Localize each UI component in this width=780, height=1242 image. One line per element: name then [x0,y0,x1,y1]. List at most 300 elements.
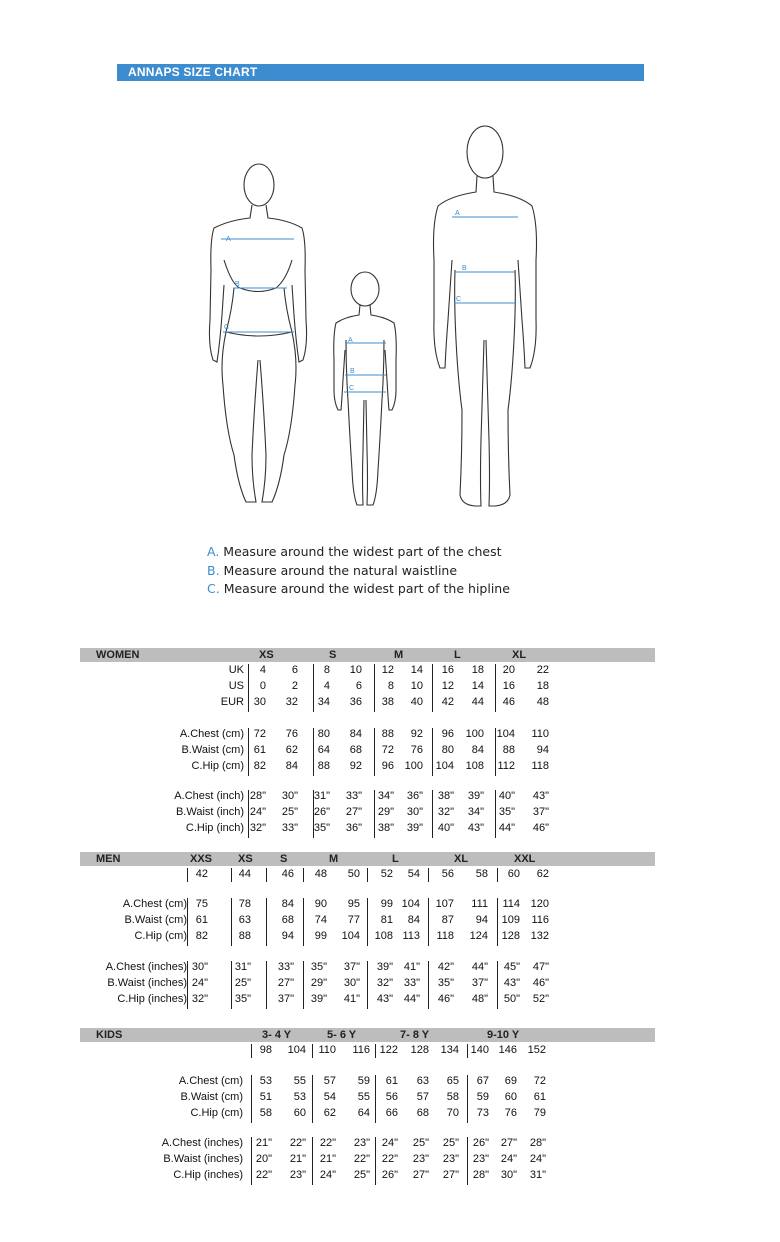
women-cell: 30 [253,696,266,708]
women-row-label: US [228,680,244,692]
man-mark-c: C [456,296,462,303]
kids-cell: 51 [259,1091,272,1103]
women-cell: 0 [259,680,266,692]
child-mark-c: C [349,385,355,392]
women-cell: 38" [437,790,454,802]
kids-cell: 26" [381,1169,398,1181]
size-header: S [329,649,337,661]
section-heading: WOMEN [96,649,140,661]
men-cell: 84 [407,914,420,926]
size-header: XS [238,853,253,865]
men-cell: 44" [403,993,420,1005]
kids-cell: 67 [476,1075,489,1087]
kids-cell: 64 [357,1107,370,1119]
men-cell: 41" [343,993,360,1005]
women-cell: 40" [437,822,454,834]
kids-cell: 28" [472,1169,489,1181]
men-cell: 95 [347,898,360,910]
men-number-cell: 46 [281,868,294,880]
column-divider [231,898,232,946]
women-cell: 104 [435,760,454,772]
men-cell: 124 [469,930,488,942]
women-cell: 30" [281,790,298,802]
women-cell: 8 [387,680,394,692]
kids-height-cell: 140 [470,1044,489,1056]
women-cell: 20 [502,664,515,676]
women-cell: 18 [536,680,549,692]
column-divider [266,898,267,946]
kids-row-label: C.Hip (inches) [173,1169,243,1181]
column-divider [248,728,249,776]
men-cell: 111 [471,898,488,910]
kids-cell: 61 [533,1091,546,1103]
kids-height-cell: 146 [498,1044,517,1056]
kids-cell: 55 [293,1075,306,1087]
women-cell: 18 [471,664,484,676]
women-cell: 26" [313,806,330,818]
woman-mark-a: A [226,236,231,243]
women-cell: 46 [502,696,515,708]
women-cell: 32" [249,822,266,834]
men-cell: 25" [234,977,251,989]
women-cell: 37" [532,806,549,818]
kids-cell: 22" [319,1137,336,1149]
women-cell: 6 [291,664,298,676]
men-cell: 32" [376,977,393,989]
men-cell: 77 [347,914,360,926]
women-cell: 2 [291,680,298,692]
size-header: M [394,649,404,661]
kids-cell: 22" [289,1137,306,1149]
men-cell: 84 [281,898,294,910]
women-cell: 80 [317,728,330,740]
women-cell: 33" [345,790,362,802]
size-header: XL [512,649,527,661]
kids-cell: 59 [476,1091,489,1103]
men-cell: 128 [501,930,520,942]
men-cell: 39" [310,993,327,1005]
women-cell: 43" [532,790,549,802]
men-cell: 30" [191,961,208,973]
size-header: 9-10 Y [487,1029,520,1041]
kids-cell: 22" [381,1153,398,1165]
column-divider [432,728,433,776]
column-divider [367,898,368,946]
column-divider [313,728,314,776]
column-divider [266,868,267,882]
column-divider [303,961,304,1009]
kids-cell: 63 [416,1075,429,1087]
men-row-label: A.Chest (cm) [122,898,187,910]
column-divider [495,664,496,712]
column-divider [312,1075,313,1123]
section-heading: MEN [96,853,121,865]
women-cell: 76 [410,744,423,756]
men-cell: 29" [310,977,327,989]
kids-row-label: A.Chest (cm) [178,1075,243,1087]
kids-cell: 53 [293,1091,306,1103]
women-cell: 10 [349,664,362,676]
column-divider [266,961,267,1009]
kids-cell: 56 [385,1091,398,1103]
women-cell: 112 [497,760,515,772]
women-cell: 40 [410,696,423,708]
kids-cell: 26" [472,1137,489,1149]
men-number-cell: 58 [475,868,488,880]
women-cell: 4 [323,680,330,692]
size-header: S [280,853,288,865]
kids-height-cell: 122 [379,1044,398,1056]
kids-cell: 28" [529,1137,546,1149]
women-cell: 14 [410,664,423,676]
kids-section-bar [80,1028,655,1042]
men-row-label: A.Chest (inches) [105,961,187,973]
women-cell: 16 [502,680,515,692]
size-header: 3- 4 Y [262,1029,292,1041]
kids-height-cell: 110 [318,1044,336,1056]
men-cell: 113 [402,930,420,942]
kids-cell: 27" [500,1137,517,1149]
men-cell: 37" [343,961,360,973]
kids-cell: 20" [255,1153,272,1165]
women-cell: 24" [249,806,266,818]
kids-cell: 22" [353,1153,370,1165]
men-cell: 82 [195,930,208,942]
kids-cell: 60 [504,1091,517,1103]
column-divider [312,1137,313,1185]
women-row-label: C.Hip (inch) [185,822,244,834]
women-cell: 100 [404,760,423,772]
women-cell: 61 [253,744,266,756]
men-cell: 24" [191,977,208,989]
kids-cell: 60 [293,1107,306,1119]
women-cell: 94 [536,744,549,756]
kids-height-cell: 98 [259,1044,272,1056]
women-cell: 22 [536,664,549,676]
kids-cell: 58 [259,1107,272,1119]
men-row-label: B.Waist (cm) [124,914,187,926]
column-divider [187,868,188,882]
column-divider [497,898,498,946]
kids-cell: 59 [357,1075,370,1087]
women-cell: 46" [532,822,549,834]
men-cell: 116 [531,914,549,926]
men-cell: 43" [376,993,393,1005]
kids-cell: 23" [442,1153,459,1165]
kids-cell: 24" [529,1153,546,1165]
men-section-bar [80,852,655,866]
women-cell: 27" [345,806,362,818]
men-cell: 39" [376,961,393,973]
women-row-label: EUR [220,696,244,708]
kids-cell: 57 [323,1075,336,1087]
men-cell: 50" [503,993,520,1005]
men-cell: 46" [532,977,549,989]
women-row-label: B.Waist (cm) [181,744,244,756]
kids-cell: 61 [385,1075,398,1087]
column-divider [467,1075,468,1123]
men-cell: 88 [238,930,251,942]
women-cell: 72 [253,728,266,740]
men-cell: 114 [502,898,520,910]
women-cell: 39" [406,822,423,834]
size-header: XS [259,649,274,661]
child-mark-b: B [350,368,355,375]
women-cell: 64 [317,744,330,756]
kids-cell: 79 [533,1107,546,1119]
kids-cell: 70 [446,1107,459,1119]
kids-cell: 23" [289,1169,306,1181]
column-divider [367,961,368,1009]
kids-cell: 23" [412,1153,429,1165]
kids-cell: 27" [442,1169,459,1181]
men-cell: 30" [343,977,360,989]
size-header: L [392,853,399,865]
women-cell: 92 [349,760,362,772]
kids-cell: 58 [446,1091,459,1103]
women-cell: 44" [498,822,515,834]
women-cell: 34" [377,790,394,802]
men-cell: 37" [277,993,294,1005]
women-cell: 16 [441,664,454,676]
column-divider [251,1075,252,1123]
kids-cell: 24" [319,1169,336,1181]
kids-cell: 76 [504,1107,517,1119]
women-cell: 35" [313,822,330,834]
column-divider [375,1075,376,1123]
men-cell: 35" [310,961,327,973]
women-cell: 34" [467,806,484,818]
women-cell: 32 [285,696,298,708]
kids-cell: 69 [504,1075,517,1087]
kids-cell: 21" [319,1153,336,1165]
legend-item-waist: B. Measure around the natural waistline [207,562,458,578]
column-divider [248,790,249,838]
men-cell: 109 [501,914,520,926]
men-row-label: C.Hip (inches) [117,993,187,1005]
women-row-label: A.Chest (cm) [179,728,244,740]
women-cell: 96 [441,728,454,740]
women-cell: 68 [349,744,362,756]
kids-height-cell: 116 [352,1044,370,1056]
column-divider [375,1137,376,1185]
kids-cell: 66 [385,1107,398,1119]
women-cell: 84 [471,744,484,756]
men-number-cell: 50 [347,868,360,880]
men-number-cell: 62 [536,868,549,880]
men-cell: 118 [436,930,454,942]
women-cell: 10 [410,680,423,692]
column-divider [467,1137,468,1185]
kids-cell: 22" [255,1169,272,1181]
men-cell: 68 [281,914,294,926]
women-cell: 32" [437,806,454,818]
column-divider [312,1044,313,1058]
kids-cell: 68 [416,1107,429,1119]
column-divider [375,1044,376,1058]
women-cell: 100 [465,728,484,740]
man-mark-b: B [462,265,467,272]
men-cell: 44" [471,961,488,973]
women-cell: 6 [355,680,362,692]
kids-cell: 24" [381,1137,398,1149]
column-divider [432,664,433,712]
women-row-label: UK [228,664,244,676]
men-number-cell: 56 [441,868,454,880]
size-header: 5- 6 Y [327,1029,357,1041]
kids-cell: 21" [289,1153,306,1165]
column-divider [187,961,188,1009]
kids-cell: 57 [416,1091,429,1103]
women-cell: 36 [349,696,362,708]
kids-cell: 27" [412,1169,429,1181]
column-divider [374,790,375,838]
size-header: M [329,853,339,865]
column-divider [428,868,429,882]
men-cell: 78 [238,898,251,910]
column-divider [231,868,232,882]
body-figures-illustration [0,110,780,530]
column-divider [248,664,249,712]
men-cell: 52" [532,993,549,1005]
column-divider [497,868,498,882]
women-cell: 118 [531,760,549,772]
women-cell: 62 [285,744,298,756]
women-cell: 72 [381,744,394,756]
men-cell: 75 [195,898,208,910]
kids-row-label: B.Waist (inches) [163,1153,243,1165]
women-cell: 43" [467,822,484,834]
man-mark-a: A [455,210,460,217]
kids-cell: 25" [442,1137,459,1149]
men-number-cell: 44 [238,868,251,880]
column-divider [303,898,304,946]
column-divider [231,961,232,1009]
column-divider [313,790,314,838]
child-mark-a: A [348,337,353,344]
women-cell: 34 [317,696,330,708]
men-cell: 99 [314,930,327,942]
men-cell: 107 [435,898,454,910]
women-section-bar [80,648,655,662]
men-number-cell: 48 [314,868,327,880]
column-divider [251,1137,252,1185]
column-divider [428,898,429,946]
kids-row-label: C.Hip (cm) [190,1107,243,1119]
column-divider [367,868,368,882]
man-figure [434,126,537,506]
men-cell: 32" [191,993,208,1005]
column-divider [495,790,496,838]
men-cell: 42" [437,961,454,973]
kids-cell: 23" [353,1137,370,1149]
women-cell: 38" [377,822,394,834]
column-divider [495,728,496,776]
women-cell: 84 [285,760,298,772]
men-row-label: C.Hip (cm) [134,930,187,942]
measurement-legend [207,543,510,599]
women-cell: 110 [531,728,549,740]
women-cell: 36" [345,822,362,834]
women-cell: 31" [313,790,330,802]
men-cell: 74 [314,914,327,926]
women-row-label: A.Chest (inch) [174,790,244,802]
size-header: 7- 8 Y [400,1029,430,1041]
section-heading: KIDS [96,1029,123,1041]
women-cell: 108 [465,760,484,772]
men-cell: 41" [403,961,420,973]
column-divider [428,961,429,1009]
size-header: XL [454,853,469,865]
men-cell: 33" [403,977,420,989]
women-cell: 48 [536,696,549,708]
women-cell: 88 [381,728,394,740]
women-cell: 88 [502,744,515,756]
women-cell: 4 [259,664,266,676]
men-cell: 87 [441,914,454,926]
men-cell: 35" [234,993,251,1005]
child-figure [334,272,397,505]
column-divider [251,1044,252,1058]
column-divider [187,898,188,946]
women-cell: 96 [381,760,394,772]
men-cell: 63 [238,914,251,926]
women-cell: 104 [496,728,515,740]
women-cell: 25" [281,806,298,818]
men-number-cell: 52 [380,868,393,880]
women-cell: 76 [285,728,298,740]
women-cell: 12 [381,664,394,676]
women-cell: 44 [471,696,484,708]
women-cell: 8 [323,664,330,676]
women-cell: 33" [281,822,298,834]
women-cell: 30" [406,806,423,818]
column-divider [313,664,314,712]
women-cell: 92 [410,728,423,740]
woman-mark-b: B [235,281,240,288]
column-divider [467,1044,468,1058]
kids-cell: 21" [255,1137,272,1149]
men-cell: 27" [277,977,294,989]
men-number-cell: 54 [407,868,420,880]
women-cell: 82 [253,760,266,772]
men-cell: 104 [341,930,360,942]
men-cell: 81 [380,914,393,926]
women-cell: 35" [498,806,515,818]
woman-mark-c: C [224,324,230,331]
kids-cell: 54 [323,1091,336,1103]
women-row-label: C.Hip (cm) [191,760,244,772]
men-cell: 94 [475,914,488,926]
kids-cell: 72 [533,1075,546,1087]
women-cell: 38 [381,696,394,708]
women-cell: 80 [441,744,454,756]
men-cell: 104 [401,898,420,910]
column-divider [497,961,498,1009]
legend-item-hip: C. Measure around the widest part of the hipline [207,581,510,596]
men-cell: 90 [314,898,327,910]
men-cell: 43" [503,977,520,989]
women-cell: 88 [317,760,330,772]
men-row-label: B.Waist (inches) [107,977,187,989]
men-cell: 108 [374,930,393,942]
women-cell: 40" [498,790,515,802]
kids-row-label: A.Chest (inches) [161,1137,243,1149]
women-cell: 12 [441,680,454,692]
men-cell: 31" [234,961,251,973]
kids-cell: 62 [323,1107,336,1119]
women-cell: 84 [349,728,362,740]
